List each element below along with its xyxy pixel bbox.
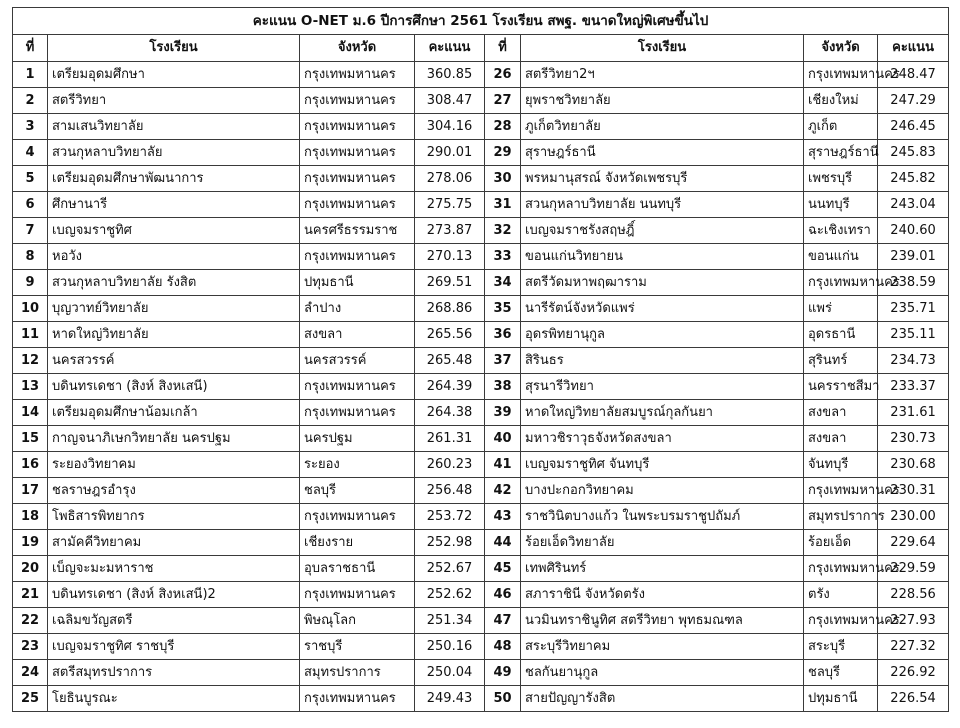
score-cell: 226.54 — [878, 686, 949, 712]
province-cell: ลำปาง — [300, 296, 415, 322]
province-cell: กรุงเทพมหานคร — [804, 478, 878, 504]
score-cell: 247.29 — [878, 88, 949, 114]
province-cell: ขอนแก่น — [804, 244, 878, 270]
table-row — [13, 530, 949, 556]
score-cell: 252.67 — [415, 556, 485, 582]
table-row — [13, 556, 949, 582]
rank-cell: 23 — [13, 634, 48, 660]
score-cell: 238.59 — [878, 270, 949, 296]
school-cell: ภูเก็ตวิทยาลัย — [521, 114, 804, 140]
school-cell: บดินทรเดชา (สิงห์ สิงหเสนี)2 — [48, 582, 300, 608]
score-cell: 251.34 — [415, 608, 485, 634]
province-cell: กรุงเทพมหานคร — [300, 244, 415, 270]
score-cell: 229.64 — [878, 530, 949, 556]
province-cell: ภูเก็ต — [804, 114, 878, 140]
school-cell: เตรียมอุดมศึกษา — [48, 62, 300, 88]
score-cell: 227.93 — [878, 608, 949, 634]
province-cell: สุรินทร์ — [804, 348, 878, 374]
table-row — [13, 270, 949, 296]
score-cell: 269.51 — [415, 270, 485, 296]
score-cell: 250.04 — [415, 660, 485, 686]
score-cell: 226.92 — [878, 660, 949, 686]
score-cell: 227.32 — [878, 634, 949, 660]
table-row — [13, 686, 949, 712]
table-row — [13, 426, 949, 452]
score-cell: 265.56 — [415, 322, 485, 348]
rank-cell: 20 — [13, 556, 48, 582]
school-cell: สวนกุหลาบวิทยาลัย รังสิต — [48, 270, 300, 296]
school-cell: บุญวาทย์วิทยาลัย — [48, 296, 300, 322]
rank-cell: 26 — [485, 62, 521, 88]
score-cell: 304.16 — [415, 114, 485, 140]
table-row — [13, 452, 949, 478]
rank-cell: 10 — [13, 296, 48, 322]
province-cell: นนทบุรี — [804, 192, 878, 218]
rank-cell: 7 — [13, 218, 48, 244]
rank-cell: 4 — [13, 140, 48, 166]
rank-cell: 31 — [485, 192, 521, 218]
score-cell: 261.31 — [415, 426, 485, 452]
rank-cell: 48 — [485, 634, 521, 660]
school-cell: ร้อยเอ็ดวิทยาลัย — [521, 530, 804, 556]
score-cell: 228.56 — [878, 582, 949, 608]
rank-cell: 5 — [13, 166, 48, 192]
school-cell: หอวัง — [48, 244, 300, 270]
table-row — [13, 218, 949, 244]
province-cell: สุราษฎร์ธานี — [804, 140, 878, 166]
header-province-left: จังหวัด — [300, 35, 415, 62]
school-cell: ราชวินิตบางแก้ว ในพระบรมราชูปถัมภ์ — [521, 504, 804, 530]
table-row — [13, 348, 949, 374]
rank-cell: 1 — [13, 62, 48, 88]
province-cell: ชลบุรี — [300, 478, 415, 504]
table-row — [13, 660, 949, 686]
province-cell: นครราชสีมา — [804, 374, 878, 400]
score-cell: 270.13 — [415, 244, 485, 270]
header-row — [13, 35, 949, 62]
header-score-left: คะแนน — [415, 35, 485, 62]
rank-cell: 42 — [485, 478, 521, 504]
table-row — [13, 582, 949, 608]
rank-cell: 37 — [485, 348, 521, 374]
rank-cell: 50 — [485, 686, 521, 712]
rank-cell: 49 — [485, 660, 521, 686]
table-row — [13, 400, 949, 426]
school-cell: เบญจมราชรังสฤษฎิ์ — [521, 218, 804, 244]
rank-cell: 33 — [485, 244, 521, 270]
score-cell: 233.37 — [878, 374, 949, 400]
school-cell: สตรีวิทยา — [48, 88, 300, 114]
rank-cell: 3 — [13, 114, 48, 140]
rank-cell: 29 — [485, 140, 521, 166]
province-cell: กรุงเทพมหานคร — [804, 270, 878, 296]
score-cell: 265.48 — [415, 348, 485, 374]
province-cell: กรุงเทพมหานคร — [300, 166, 415, 192]
province-cell: ฉะเชิงเทรา — [804, 218, 878, 244]
province-cell: พิษณุโลก — [300, 608, 415, 634]
score-cell: 248.47 — [878, 62, 949, 88]
score-cell: 260.23 — [415, 452, 485, 478]
score-cell: 243.04 — [878, 192, 949, 218]
province-cell: กรุงเทพมหานคร — [300, 62, 415, 88]
province-cell: กรุงเทพมหานคร — [300, 686, 415, 712]
school-cell: โยธินบูรณะ — [48, 686, 300, 712]
school-cell: สตรีวัดมหาพฤฒาราม — [521, 270, 804, 296]
province-cell: อุดรธานี — [804, 322, 878, 348]
rank-cell: 46 — [485, 582, 521, 608]
rank-cell: 40 — [485, 426, 521, 452]
onet-score-table — [12, 7, 949, 712]
province-cell: กรุงเทพมหานคร — [300, 114, 415, 140]
school-cell: นวมินทราชินูทิศ สตรีวิทยา พุทธมณฑล — [521, 608, 804, 634]
table-row — [13, 166, 949, 192]
school-cell: ขอนแก่นวิทยายน — [521, 244, 804, 270]
province-cell: ชลบุรี — [804, 660, 878, 686]
province-cell: กรุงเทพมหานคร — [804, 608, 878, 634]
rank-cell: 34 — [485, 270, 521, 296]
school-cell: สตรีสมุทรปราการ — [48, 660, 300, 686]
province-cell: กรุงเทพมหานคร — [804, 556, 878, 582]
rank-cell: 22 — [13, 608, 48, 634]
score-cell: 273.87 — [415, 218, 485, 244]
school-cell: สายปัญญารังสิต — [521, 686, 804, 712]
province-cell: เพชรบุรี — [804, 166, 878, 192]
score-cell: 250.16 — [415, 634, 485, 660]
score-cell: 278.06 — [415, 166, 485, 192]
school-cell: ชลราษฎรอำรุง — [48, 478, 300, 504]
school-cell: ยุพราชวิทยาลัย — [521, 88, 804, 114]
table-row — [13, 478, 949, 504]
school-cell: เบญจมราชูทิศ จันทบุรี — [521, 452, 804, 478]
rank-cell: 24 — [13, 660, 48, 686]
rank-cell: 21 — [13, 582, 48, 608]
rank-cell: 30 — [485, 166, 521, 192]
school-cell: สภาราชินี จังหวัดตรัง — [521, 582, 804, 608]
province-cell: อุบลราชธานี — [300, 556, 415, 582]
score-cell: 268.86 — [415, 296, 485, 322]
score-cell: 246.45 — [878, 114, 949, 140]
score-cell: 360.85 — [415, 62, 485, 88]
rank-cell: 47 — [485, 608, 521, 634]
school-cell: สามเสนวิทยาลัย — [48, 114, 300, 140]
table-row — [13, 62, 949, 88]
rank-cell: 41 — [485, 452, 521, 478]
score-cell: 245.83 — [878, 140, 949, 166]
table-row — [13, 322, 949, 348]
score-cell: 230.31 — [878, 478, 949, 504]
province-cell: กรุงเทพมหานคร — [300, 88, 415, 114]
table-row — [13, 114, 949, 140]
rank-cell: 17 — [13, 478, 48, 504]
school-cell: อุดรพิทยานุกูล — [521, 322, 804, 348]
school-cell: เตรียมอุดมศึกษาพัฒนาการ — [48, 166, 300, 192]
province-cell: แพร่ — [804, 296, 878, 322]
province-cell: สงขลา — [804, 400, 878, 426]
province-cell: สมุทรปราการ — [804, 504, 878, 530]
school-cell: เฉลิมขวัญสตรี — [48, 608, 300, 634]
score-cell: 230.68 — [878, 452, 949, 478]
header-school-left: โรงเรียน — [48, 35, 300, 62]
table-row — [13, 296, 949, 322]
table-row — [13, 192, 949, 218]
province-cell: จันทบุรี — [804, 452, 878, 478]
province-cell: สงขลา — [804, 426, 878, 452]
school-cell: บางปะกอกวิทยาคม — [521, 478, 804, 504]
score-cell: 229.59 — [878, 556, 949, 582]
school-cell: สุรนารีวิทยา — [521, 374, 804, 400]
table-row — [13, 88, 949, 114]
province-cell: สงขลา — [300, 322, 415, 348]
rank-cell: 27 — [485, 88, 521, 114]
score-cell: 252.62 — [415, 582, 485, 608]
school-cell: ระยองวิทยาคม — [48, 452, 300, 478]
school-cell: เบ็ญจะมะมหาราช — [48, 556, 300, 582]
rank-cell: 6 — [13, 192, 48, 218]
table-row — [13, 608, 949, 634]
score-cell: 264.39 — [415, 374, 485, 400]
province-cell: ปทุมธานี — [804, 686, 878, 712]
score-cell: 230.00 — [878, 504, 949, 530]
school-cell: สุราษฎร์ธานี — [521, 140, 804, 166]
rank-cell: 16 — [13, 452, 48, 478]
score-cell: 290.01 — [415, 140, 485, 166]
score-cell: 308.47 — [415, 88, 485, 114]
school-cell: สระบุรีวิทยาคม — [521, 634, 804, 660]
school-cell: สตรีวิทยา2ฯ — [521, 62, 804, 88]
province-cell: ระยอง — [300, 452, 415, 478]
header-school-right: โรงเรียน — [521, 35, 804, 62]
rank-cell: 2 — [13, 88, 48, 114]
province-cell: กรุงเทพมหานคร — [300, 140, 415, 166]
score-cell: 264.38 — [415, 400, 485, 426]
score-cell: 249.43 — [415, 686, 485, 712]
province-cell: นครสวรรค์ — [300, 348, 415, 374]
header-rank-right: ที่ — [485, 35, 521, 62]
rank-cell: 35 — [485, 296, 521, 322]
rank-cell: 12 — [13, 348, 48, 374]
score-cell: 245.82 — [878, 166, 949, 192]
table-row — [13, 374, 949, 400]
score-cell: 235.71 — [878, 296, 949, 322]
school-cell: เบญจมราชูทิศ — [48, 218, 300, 244]
table-row — [13, 244, 949, 270]
score-cell: 239.01 — [878, 244, 949, 270]
school-cell: เบญจมราชูทิศ ราชบุรี — [48, 634, 300, 660]
rank-cell: 18 — [13, 504, 48, 530]
rank-cell: 32 — [485, 218, 521, 244]
table-row — [13, 634, 949, 660]
score-cell: 275.75 — [415, 192, 485, 218]
rank-cell: 39 — [485, 400, 521, 426]
school-cell: เตรียมอุดมศึกษาน้อมเกล้า — [48, 400, 300, 426]
school-cell: บดินทรเดชา (สิงห์ สิงหเสนี) — [48, 374, 300, 400]
score-cell: 234.73 — [878, 348, 949, 374]
province-cell: กรุงเทพมหานคร — [300, 192, 415, 218]
rank-cell: 11 — [13, 322, 48, 348]
province-cell: กรุงเทพมหานคร — [300, 582, 415, 608]
school-cell: สวนกุหลาบวิทยาลัย — [48, 140, 300, 166]
school-cell: พรหมานุสรณ์ จังหวัดเพชรบุรี — [521, 166, 804, 192]
header-score-right: คะแนน — [878, 35, 949, 62]
school-cell: สามัคคีวิทยาคม — [48, 530, 300, 556]
province-cell: ปทุมธานี — [300, 270, 415, 296]
score-cell: 230.73 — [878, 426, 949, 452]
school-cell: นารีรัตน์จังหวัดแพร่ — [521, 296, 804, 322]
province-cell: เชียงใหม่ — [804, 88, 878, 114]
rank-cell: 15 — [13, 426, 48, 452]
school-cell: มหาวชิราวุธจังหวัดสงขลา — [521, 426, 804, 452]
school-cell: หาดใหญ่วิทยาลัย — [48, 322, 300, 348]
score-cell: 235.11 — [878, 322, 949, 348]
school-cell: สิรินธร — [521, 348, 804, 374]
province-cell: กรุงเทพมหานคร — [300, 374, 415, 400]
school-cell: นครสวรรค์ — [48, 348, 300, 374]
rank-cell: 45 — [485, 556, 521, 582]
rank-cell: 44 — [485, 530, 521, 556]
score-cell: 240.60 — [878, 218, 949, 244]
province-cell: ร้อยเอ็ด — [804, 530, 878, 556]
header-province-right: จังหวัด — [804, 35, 878, 62]
province-cell: สมุทรปราการ — [300, 660, 415, 686]
rank-cell: 8 — [13, 244, 48, 270]
table-title: คะแนน O-NET ม.6 ปีการศึกษา 2561 โรงเรียน สพฐ. ขนาดใหญ่พิเศษขึ้นไป — [13, 8, 949, 35]
score-cell: 252.98 — [415, 530, 485, 556]
rank-cell: 14 — [13, 400, 48, 426]
province-cell: นครปฐม — [300, 426, 415, 452]
rank-cell: 25 — [13, 686, 48, 712]
rank-cell: 28 — [485, 114, 521, 140]
school-cell: สวนกุหลาบวิทยาลัย นนทบุรี — [521, 192, 804, 218]
province-cell: ราชบุรี — [300, 634, 415, 660]
title-row — [13, 8, 949, 35]
province-cell: ตรัง — [804, 582, 878, 608]
school-cell: ชลกันยานุกูล — [521, 660, 804, 686]
score-cell: 253.72 — [415, 504, 485, 530]
province-cell: กรุงเทพมหานคร — [300, 400, 415, 426]
rank-cell: 38 — [485, 374, 521, 400]
score-cell: 256.48 — [415, 478, 485, 504]
school-cell: ศึกษานารี — [48, 192, 300, 218]
score-cell: 231.61 — [878, 400, 949, 426]
rank-cell: 9 — [13, 270, 48, 296]
table-row — [13, 140, 949, 166]
province-cell: กรุงเทพมหานคร — [804, 62, 878, 88]
rank-cell: 43 — [485, 504, 521, 530]
province-cell: เชียงราย — [300, 530, 415, 556]
province-cell: กรุงเทพมหานคร — [300, 504, 415, 530]
school-cell: กาญจนาภิเษกวิทยาลัย นครปฐม — [48, 426, 300, 452]
province-cell: นครศรีธรรมราช — [300, 218, 415, 244]
header-rank-left: ที่ — [13, 35, 48, 62]
table-body — [13, 62, 949, 712]
school-cell: หาดใหญ่วิทยาลัยสมบูรณ์กุลกันยา — [521, 400, 804, 426]
rank-cell: 13 — [13, 374, 48, 400]
rank-cell: 36 — [485, 322, 521, 348]
table-row — [13, 504, 949, 530]
rank-cell: 19 — [13, 530, 48, 556]
province-cell: สระบุรี — [804, 634, 878, 660]
school-cell: โพธิสารพิทยากร — [48, 504, 300, 530]
school-cell: เทพศิรินทร์ — [521, 556, 804, 582]
